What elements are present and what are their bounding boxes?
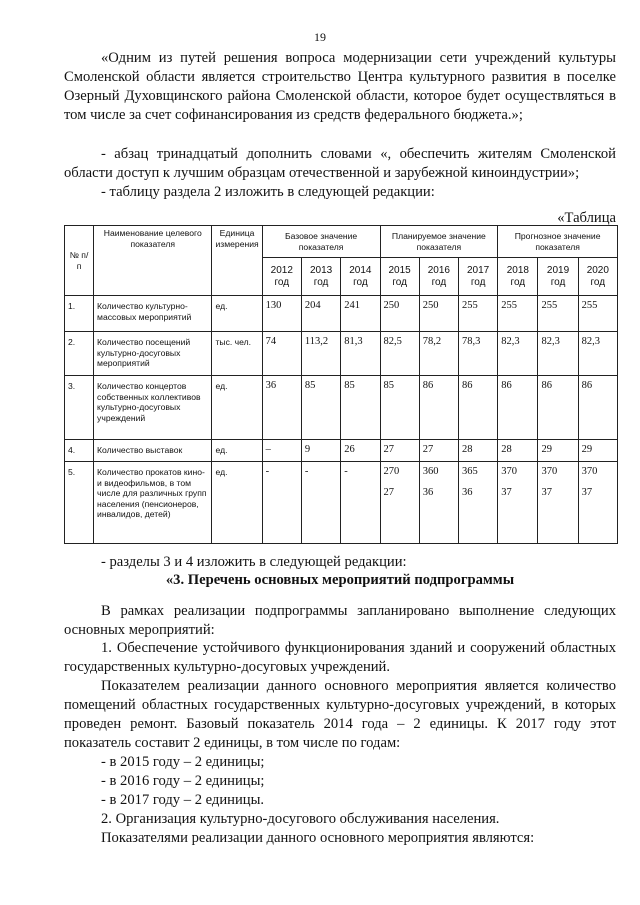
- header-year: 2013 год: [301, 258, 340, 296]
- table-row: [65, 440, 618, 462]
- row-value: 86: [498, 376, 538, 440]
- row-value: 85: [341, 376, 380, 440]
- row-value: 204: [301, 296, 340, 332]
- row-value-main: -: [265, 466, 270, 477]
- row-value: 255: [538, 296, 578, 332]
- paragraph-after-table: - разделы 3 и 4 изложить в следующей редакции:: [101, 554, 407, 570]
- row-value-sub: 27: [383, 486, 394, 498]
- row-value-sub: 37: [541, 486, 552, 498]
- row-name: Количество концертов собственных коллективов культурно-досуговых учреждений: [94, 376, 212, 440]
- list-item: - в 2017 году – 2 единицы.: [101, 792, 265, 808]
- table-row: [65, 332, 618, 376]
- table-caption: «Таблица: [557, 210, 616, 226]
- row-value-sub: 36: [422, 486, 434, 498]
- row-value-main: 360: [422, 466, 439, 477]
- row-value: 29: [578, 440, 617, 462]
- paragraph-item-1: 1. Обеспечение устойчивого функционирования зданий и сооружений областных государственных культурно-досуговых учреждений.: [64, 640, 616, 675]
- row-value: 27: [419, 440, 458, 462]
- paragraph-amendment: - абзац тринадцатый дополнить словами «, обеспечить жителям Смоленской области доступ к лучшим образцам отечественной и зарубежной киноиндустрии»;: [64, 146, 616, 181]
- row-value: [341, 462, 380, 544]
- indicators-table: [64, 225, 618, 544]
- row-value-sub: 37: [501, 486, 512, 498]
- row-value: 250: [419, 296, 458, 332]
- row-value: 9: [301, 440, 340, 462]
- row-value-main: 370: [501, 466, 517, 477]
- header-planned: Планируемое значение показателя: [380, 226, 498, 258]
- row-value: [578, 462, 617, 544]
- header-year: 2015 год: [380, 258, 419, 296]
- row-num: 2.: [65, 332, 94, 376]
- row-value: 255: [578, 296, 617, 332]
- paragraph-indicator: Показателем реализации данного основного мероприятия является количество помещений областных государственных культурно-досуговых учреждений, в которых проведен ремонт. Базовый показатель 2014 года – 2 единицы. К 2017 году этот показатель составит 2 единицы, в том числе по годам:: [64, 678, 616, 751]
- row-value: 82,5: [380, 332, 419, 376]
- row-name: Количество посещений культурно-досуговых мероприятий: [94, 332, 212, 376]
- row-num: 1.: [65, 296, 94, 332]
- paragraph-indicators: Показателями реализации данного основного мероприятия являются:: [101, 830, 535, 846]
- header-year: 2019 год: [538, 258, 578, 296]
- header-year: 2016 год: [419, 258, 458, 296]
- header-unit: Единица измерения: [212, 226, 262, 296]
- header-year: 2018 год: [498, 258, 538, 296]
- row-value: 78,3: [459, 332, 498, 376]
- row-value: [301, 462, 340, 544]
- row-value: –: [262, 440, 301, 462]
- row-num: 4.: [65, 440, 94, 462]
- row-value: 113,2: [301, 332, 340, 376]
- list-item: - в 2016 году – 2 единицы;: [101, 773, 265, 789]
- paragraph-item-2: 2. Организация культурно-досугового обслуживания населения.: [101, 811, 500, 827]
- row-unit: тыс. чел.: [212, 332, 262, 376]
- row-value-main: -: [304, 466, 309, 477]
- table-row: [65, 376, 618, 440]
- row-value-main: 365: [462, 466, 478, 477]
- row-value: 255: [498, 296, 538, 332]
- row-value: 85: [301, 376, 340, 440]
- row-value: 36: [262, 376, 301, 440]
- list-item: - в 2015 году – 2 единицы;: [101, 754, 265, 770]
- row-num: 3.: [65, 376, 94, 440]
- row-value: 85: [380, 376, 419, 440]
- table-row: [65, 462, 618, 544]
- header-num: № п/п: [65, 226, 94, 296]
- row-value: [419, 462, 458, 544]
- row-value: 82,3: [538, 332, 578, 376]
- row-value: 130: [262, 296, 301, 332]
- paragraph-table-intro: - таблицу раздела 2 изложить в следующей редакции:: [101, 184, 435, 200]
- header-year: 2012 год: [262, 258, 301, 296]
- row-value: 255: [459, 296, 498, 332]
- row-unit: ед.: [212, 376, 262, 440]
- row-value-main: -: [344, 466, 348, 477]
- header-name: Наименование целевого показателя: [94, 226, 212, 296]
- header-year: 2017 год: [459, 258, 498, 296]
- paragraph-quote: «Одним из путей решения вопроса модернизации сети учреждений культуры Смоленской области является строительство Центра культурного развития в поселке Озерный Духовщинского района Смоленской области, которое будет осуществляться в том числе за счет софинансирования из средств федерального бюджета.»;: [64, 50, 616, 123]
- row-value: 86: [459, 376, 498, 440]
- row-value: [262, 462, 301, 544]
- header-forecast: Прогнозное значение показателя: [498, 226, 618, 258]
- row-value: 86: [419, 376, 458, 440]
- table-row: [65, 296, 618, 332]
- row-value: [498, 462, 538, 544]
- row-name: Количество выставок: [94, 440, 212, 462]
- row-num: 5.: [65, 462, 94, 544]
- row-unit: ед.: [212, 462, 262, 544]
- row-value: 86: [578, 376, 617, 440]
- row-value: 26: [341, 440, 380, 462]
- row-value: 28: [498, 440, 538, 462]
- row-value: 27: [380, 440, 419, 462]
- row-value: 241: [341, 296, 380, 332]
- row-value-main: 370: [541, 466, 558, 477]
- row-name: Количество культурно-массовых мероприятий: [94, 296, 212, 332]
- row-value: 74: [262, 332, 301, 376]
- row-value-main: 370: [581, 466, 598, 477]
- header-year: 2020 год: [578, 258, 617, 296]
- row-value-main: 270: [383, 466, 400, 477]
- section-heading: «3. Перечень основных мероприятий подпрограммы: [165, 572, 515, 588]
- row-unit: ед.: [212, 440, 262, 462]
- row-value: 29: [538, 440, 578, 462]
- row-value-sub: 37: [581, 486, 593, 498]
- row-unit: ед.: [212, 296, 262, 332]
- row-value: [380, 462, 419, 544]
- row-value: [459, 462, 498, 544]
- paragraph-intro: В рамках реализации подпрограммы запланировано выполнение следующих основных мероприятий:: [64, 603, 616, 638]
- row-value: [538, 462, 578, 544]
- row-value: 28: [459, 440, 498, 462]
- row-name: Количество прокатов кино- и видеофильмов, в том числе для различных групп населения (пенсионеров, инвалидов, детей): [94, 462, 212, 544]
- page-number: 19: [314, 30, 326, 44]
- row-value: 81,3: [341, 332, 380, 376]
- header-year: 2014 год: [341, 258, 380, 296]
- row-value: 82,3: [578, 332, 617, 376]
- row-value: 86: [538, 376, 578, 440]
- row-value: 82,3: [498, 332, 538, 376]
- row-value: 78,2: [419, 332, 458, 376]
- row-value-sub: 36: [462, 486, 473, 498]
- header-base: Базовое значение показателя: [262, 226, 380, 258]
- row-value: 250: [380, 296, 419, 332]
